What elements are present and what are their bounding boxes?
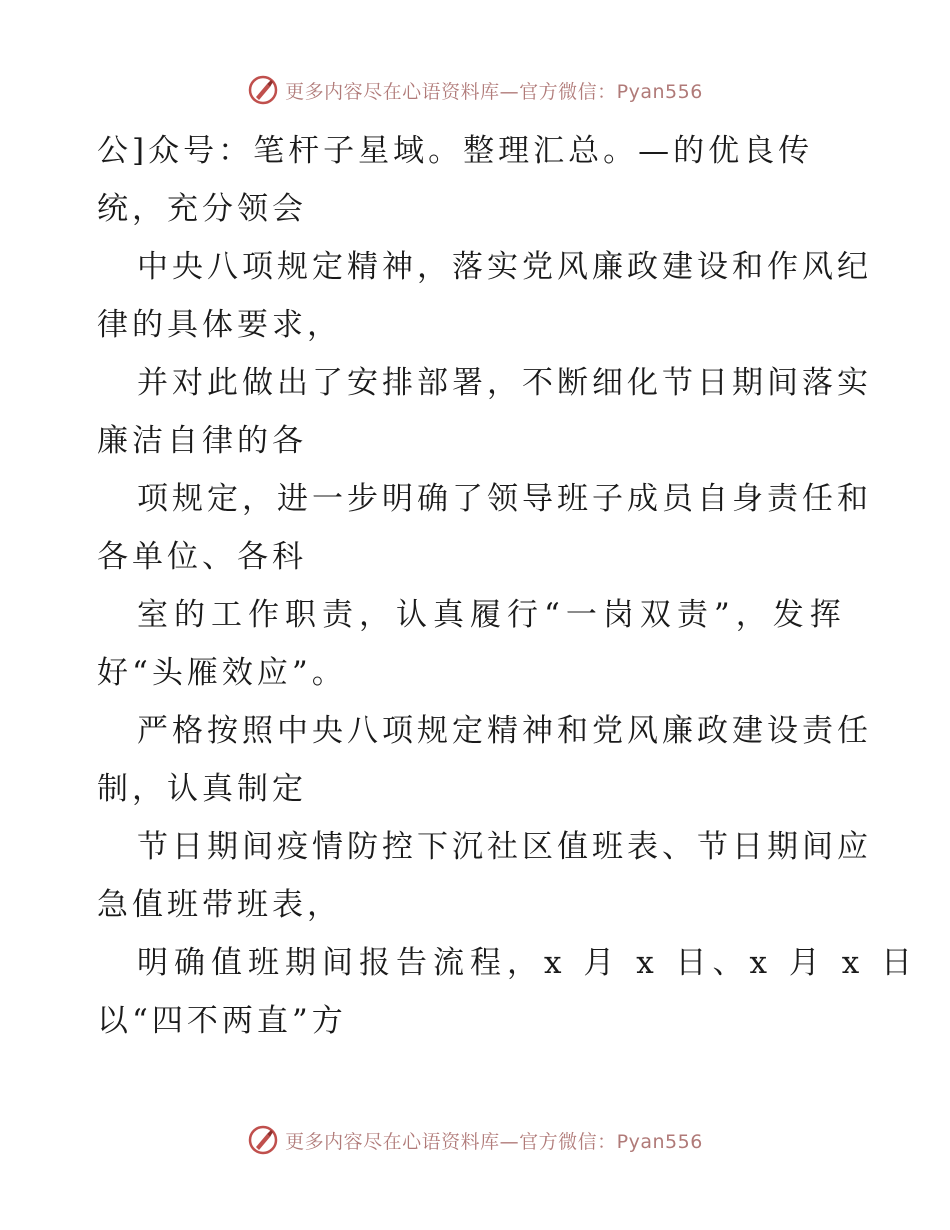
text-line: 各单位、各科 <box>97 539 307 575</box>
text-line: 项规定，进一步明确了领导班子成员自身责任和 <box>137 481 872 517</box>
text-line: 以“四不两直”方 <box>97 1003 347 1039</box>
footer-watermark-banner <box>0 1120 950 1160</box>
text-line: 明确值班期间报告流程，x 月 x 日、x 月 x 日 <box>137 945 919 981</box>
text-line: 节日期间疫情防控下沉社区值班表、节日期间应 <box>137 829 872 865</box>
text-line: 严格按照中央八项规定精神和党风廉政建设责任 <box>137 713 872 749</box>
text-line: 廉洁自律的各 <box>97 423 307 459</box>
text-line: 公]众号：笔杆子星域。整理汇总。—的优良传 <box>97 133 814 169</box>
watermark-text: 更多内容尽在心语资料库—官方微信：Pyan556 <box>285 1130 703 1153</box>
text-line: 统，充分领会 <box>97 191 307 227</box>
header-watermark-banner <box>0 70 950 110</box>
pen-logo-icon <box>247 74 279 106</box>
text-line: 中央八项规定精神，落实党风廉政建设和作风纪 <box>137 249 872 285</box>
pen-logo-icon <box>247 1124 279 1156</box>
document-body <box>97 122 919 1050</box>
watermark-text: 更多内容尽在心语资料库—官方微信：Pyan556 <box>285 80 703 103</box>
text-line: 律的具体要求， <box>97 307 342 343</box>
text-line: 室的工作职责，认真履行“一岗双责”，发挥 <box>137 597 847 633</box>
text-line: 并对此做出了安排部署，不断细化节日期间落实 <box>137 365 872 401</box>
text-line: 急值班带班表， <box>97 887 342 923</box>
text-line: 好“头雁效应”。 <box>97 655 347 691</box>
text-line: 制，认真制定 <box>97 771 307 807</box>
